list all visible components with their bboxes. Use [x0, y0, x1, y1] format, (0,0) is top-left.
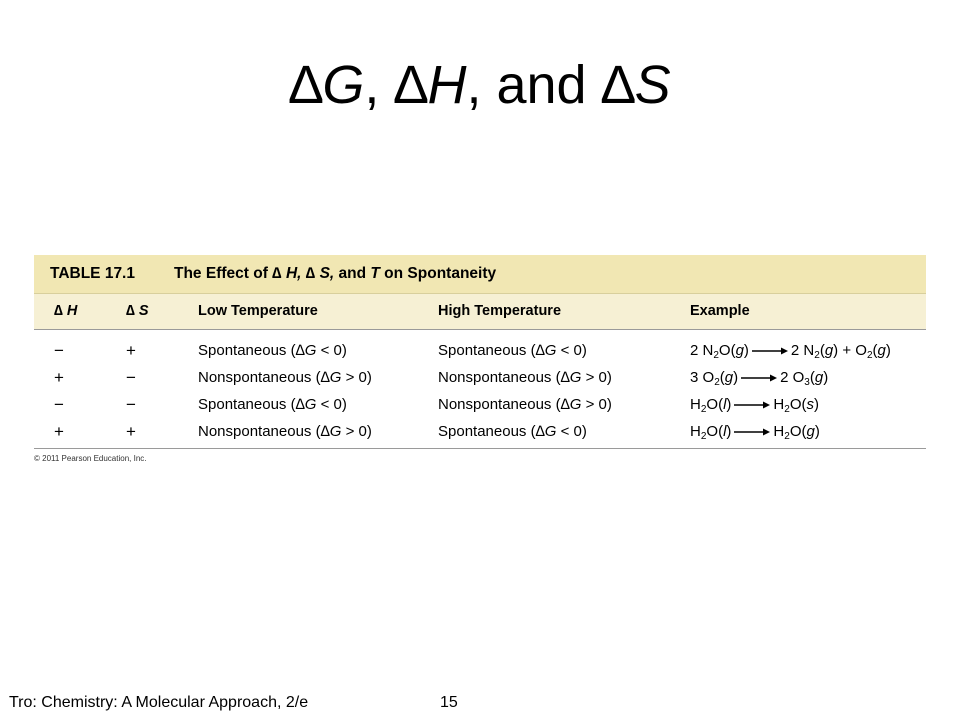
- low-temp-cell: [198, 418, 372, 445]
- delta-h-sign: −: [54, 395, 64, 414]
- ex-sub: 2: [784, 404, 790, 415]
- delta-symbol: ∆: [601, 55, 635, 115]
- spontaneity-table: [34, 255, 926, 468]
- ex-part: ): [726, 396, 732, 413]
- ex-part: O(: [706, 423, 724, 440]
- high-temp-cell: [438, 391, 612, 418]
- ex-part: ): [726, 423, 732, 440]
- delta-h-sign: −: [54, 341, 64, 360]
- high-temp-cmp: < 0): [556, 342, 587, 359]
- ex-sub: 3: [804, 377, 810, 388]
- header-low-temp: Low Temperature: [198, 303, 318, 319]
- example-reaction: [690, 418, 820, 445]
- header-high-temp: High Temperature: [438, 303, 562, 319]
- low-temp-cmp: < 0): [316, 396, 347, 413]
- delta-g: ∆G: [560, 369, 582, 386]
- ex-phase: g: [814, 369, 824, 386]
- header-delta-s: ∆ S: [126, 303, 149, 319]
- high-temp-word: Nonspontaneous (: [438, 396, 561, 413]
- table-caption: [34, 255, 926, 293]
- example-reaction: [690, 364, 828, 391]
- delta-s-sign: +: [126, 422, 136, 441]
- ex-part: ): [814, 423, 820, 440]
- high-temp-cmp: < 0): [556, 423, 587, 440]
- ex-part: H: [773, 396, 785, 413]
- low-temp-word: Nonspontaneous (: [198, 369, 321, 386]
- footer-source: Tro: Chemistry: A Molecular Approach, 2/e: [9, 694, 309, 711]
- low-temp-cell: [198, 364, 372, 391]
- low-temp-word: Spontaneous (: [198, 396, 296, 413]
- high-temp-cmp: > 0): [581, 369, 612, 386]
- table-number: TABLE 17.1: [50, 265, 135, 282]
- ex-sub: 2: [713, 350, 719, 361]
- title-and: , and: [466, 55, 602, 115]
- ex-part: (: [819, 342, 825, 359]
- high-temp-cmp: > 0): [581, 396, 612, 413]
- delta-s-sign: +: [126, 341, 136, 360]
- ex-part: ): [823, 369, 829, 386]
- table-row: [34, 418, 926, 445]
- ex-phase: g: [824, 342, 834, 359]
- reaction-arrow-icon: [741, 373, 777, 383]
- delta-s-sign: −: [126, 368, 136, 387]
- bottom-rule: [34, 448, 926, 449]
- high-temp-word: Nonspontaneous (: [438, 369, 561, 386]
- low-temp-word: Nonspontaneous (: [198, 423, 321, 440]
- ex-sub: 2: [814, 350, 820, 361]
- table-row: [34, 364, 926, 391]
- low-temp-word: Spontaneous (: [198, 342, 296, 359]
- ex-part: ): [733, 369, 739, 386]
- table-title-pre: The Effect of: [174, 265, 273, 282]
- high-temp-cell: [438, 418, 587, 445]
- table-row: [34, 337, 926, 364]
- ex-part: (: [872, 342, 878, 359]
- ex-sub: 2: [714, 377, 720, 388]
- high-temp-word: Spontaneous (: [438, 342, 536, 359]
- delta-symbol: ∆: [394, 55, 428, 115]
- table-title-post: on Spontaneity: [379, 265, 497, 282]
- table-title-dh: ∆ H,: [272, 265, 306, 282]
- ex-part: (: [719, 369, 725, 386]
- delta-g: ∆G: [320, 369, 342, 386]
- low-temp-cmp: < 0): [316, 342, 347, 359]
- title-var-h: H: [427, 55, 467, 115]
- ex-phase: g: [806, 423, 815, 440]
- high-temp-cell: [438, 364, 612, 391]
- delta-g: ∆G: [295, 396, 317, 413]
- delta-s-sign: −: [126, 395, 136, 414]
- ex-part: O(: [789, 423, 807, 440]
- delta-h-sign: +: [54, 422, 64, 441]
- ex-phase: g: [877, 342, 886, 359]
- ex-part: O(: [706, 396, 724, 413]
- table-title-t: T: [370, 265, 380, 282]
- example-reaction: [690, 337, 891, 364]
- ex-sub: 2: [700, 431, 707, 442]
- reaction-arrow-icon: [752, 346, 788, 356]
- page-number: 15: [440, 694, 458, 711]
- delta-g: ∆G: [535, 423, 557, 440]
- ex-part: O(: [718, 342, 736, 359]
- ex-phase: s: [806, 396, 814, 413]
- ex-phase: g: [724, 369, 734, 386]
- table-row: [34, 391, 926, 418]
- high-temp-cell: [438, 337, 587, 364]
- ex-part: ) + O: [833, 342, 867, 359]
- delta-g: ∆G: [295, 342, 317, 359]
- header-example: Example: [690, 303, 750, 319]
- ex-part: H: [690, 423, 701, 440]
- ex-part: H: [773, 423, 785, 440]
- ex-part: ): [814, 396, 819, 413]
- low-temp-cmp: > 0): [341, 369, 372, 386]
- delta-g: ∆G: [560, 396, 582, 413]
- ex-sub: 2: [866, 350, 873, 361]
- ex-part: H: [690, 396, 701, 413]
- header-rule: [34, 329, 926, 330]
- ex-phase: l: [723, 423, 727, 440]
- ex-sub: 2: [700, 404, 707, 415]
- table-title: [174, 255, 496, 293]
- ex-phase: g: [735, 342, 744, 359]
- ex-phase: l: [723, 396, 727, 413]
- ex-part: 2 N: [790, 342, 815, 359]
- table-title-ds: ∆ S,: [305, 265, 339, 282]
- reaction-arrow-icon: [734, 427, 770, 437]
- delta-g: ∆G: [535, 342, 557, 359]
- ex-part: 2 N: [690, 342, 714, 359]
- ex-part: 3 O: [690, 369, 715, 386]
- title-var-s: S: [634, 55, 671, 115]
- low-temp-cell: [198, 337, 347, 364]
- ex-part: ): [743, 342, 749, 359]
- reaction-arrow-icon: [734, 400, 770, 410]
- delta-h-sign: +: [54, 368, 64, 387]
- ex-part: (: [809, 369, 815, 386]
- delta-g: ∆G: [320, 423, 342, 440]
- copyright-note: © 2011 Pearson Education, Inc.: [34, 454, 147, 463]
- title-sep: ,: [364, 55, 395, 115]
- header-delta-h: ∆ H: [54, 303, 78, 319]
- table-header-row: [34, 293, 926, 329]
- slide-title: [0, 55, 960, 115]
- example-reaction: [690, 391, 819, 418]
- ex-sub: 2: [784, 431, 790, 442]
- title-var-g: G: [322, 55, 365, 115]
- ex-part: 2 O: [780, 369, 805, 386]
- ex-part: O(: [789, 396, 807, 413]
- low-temp-cell: [198, 391, 347, 418]
- delta-symbol: ∆: [289, 55, 323, 115]
- ex-part: ): [885, 342, 891, 359]
- table-title-and: and: [338, 265, 371, 282]
- low-temp-cmp: > 0): [341, 423, 372, 440]
- high-temp-word: Spontaneous (: [438, 423, 536, 440]
